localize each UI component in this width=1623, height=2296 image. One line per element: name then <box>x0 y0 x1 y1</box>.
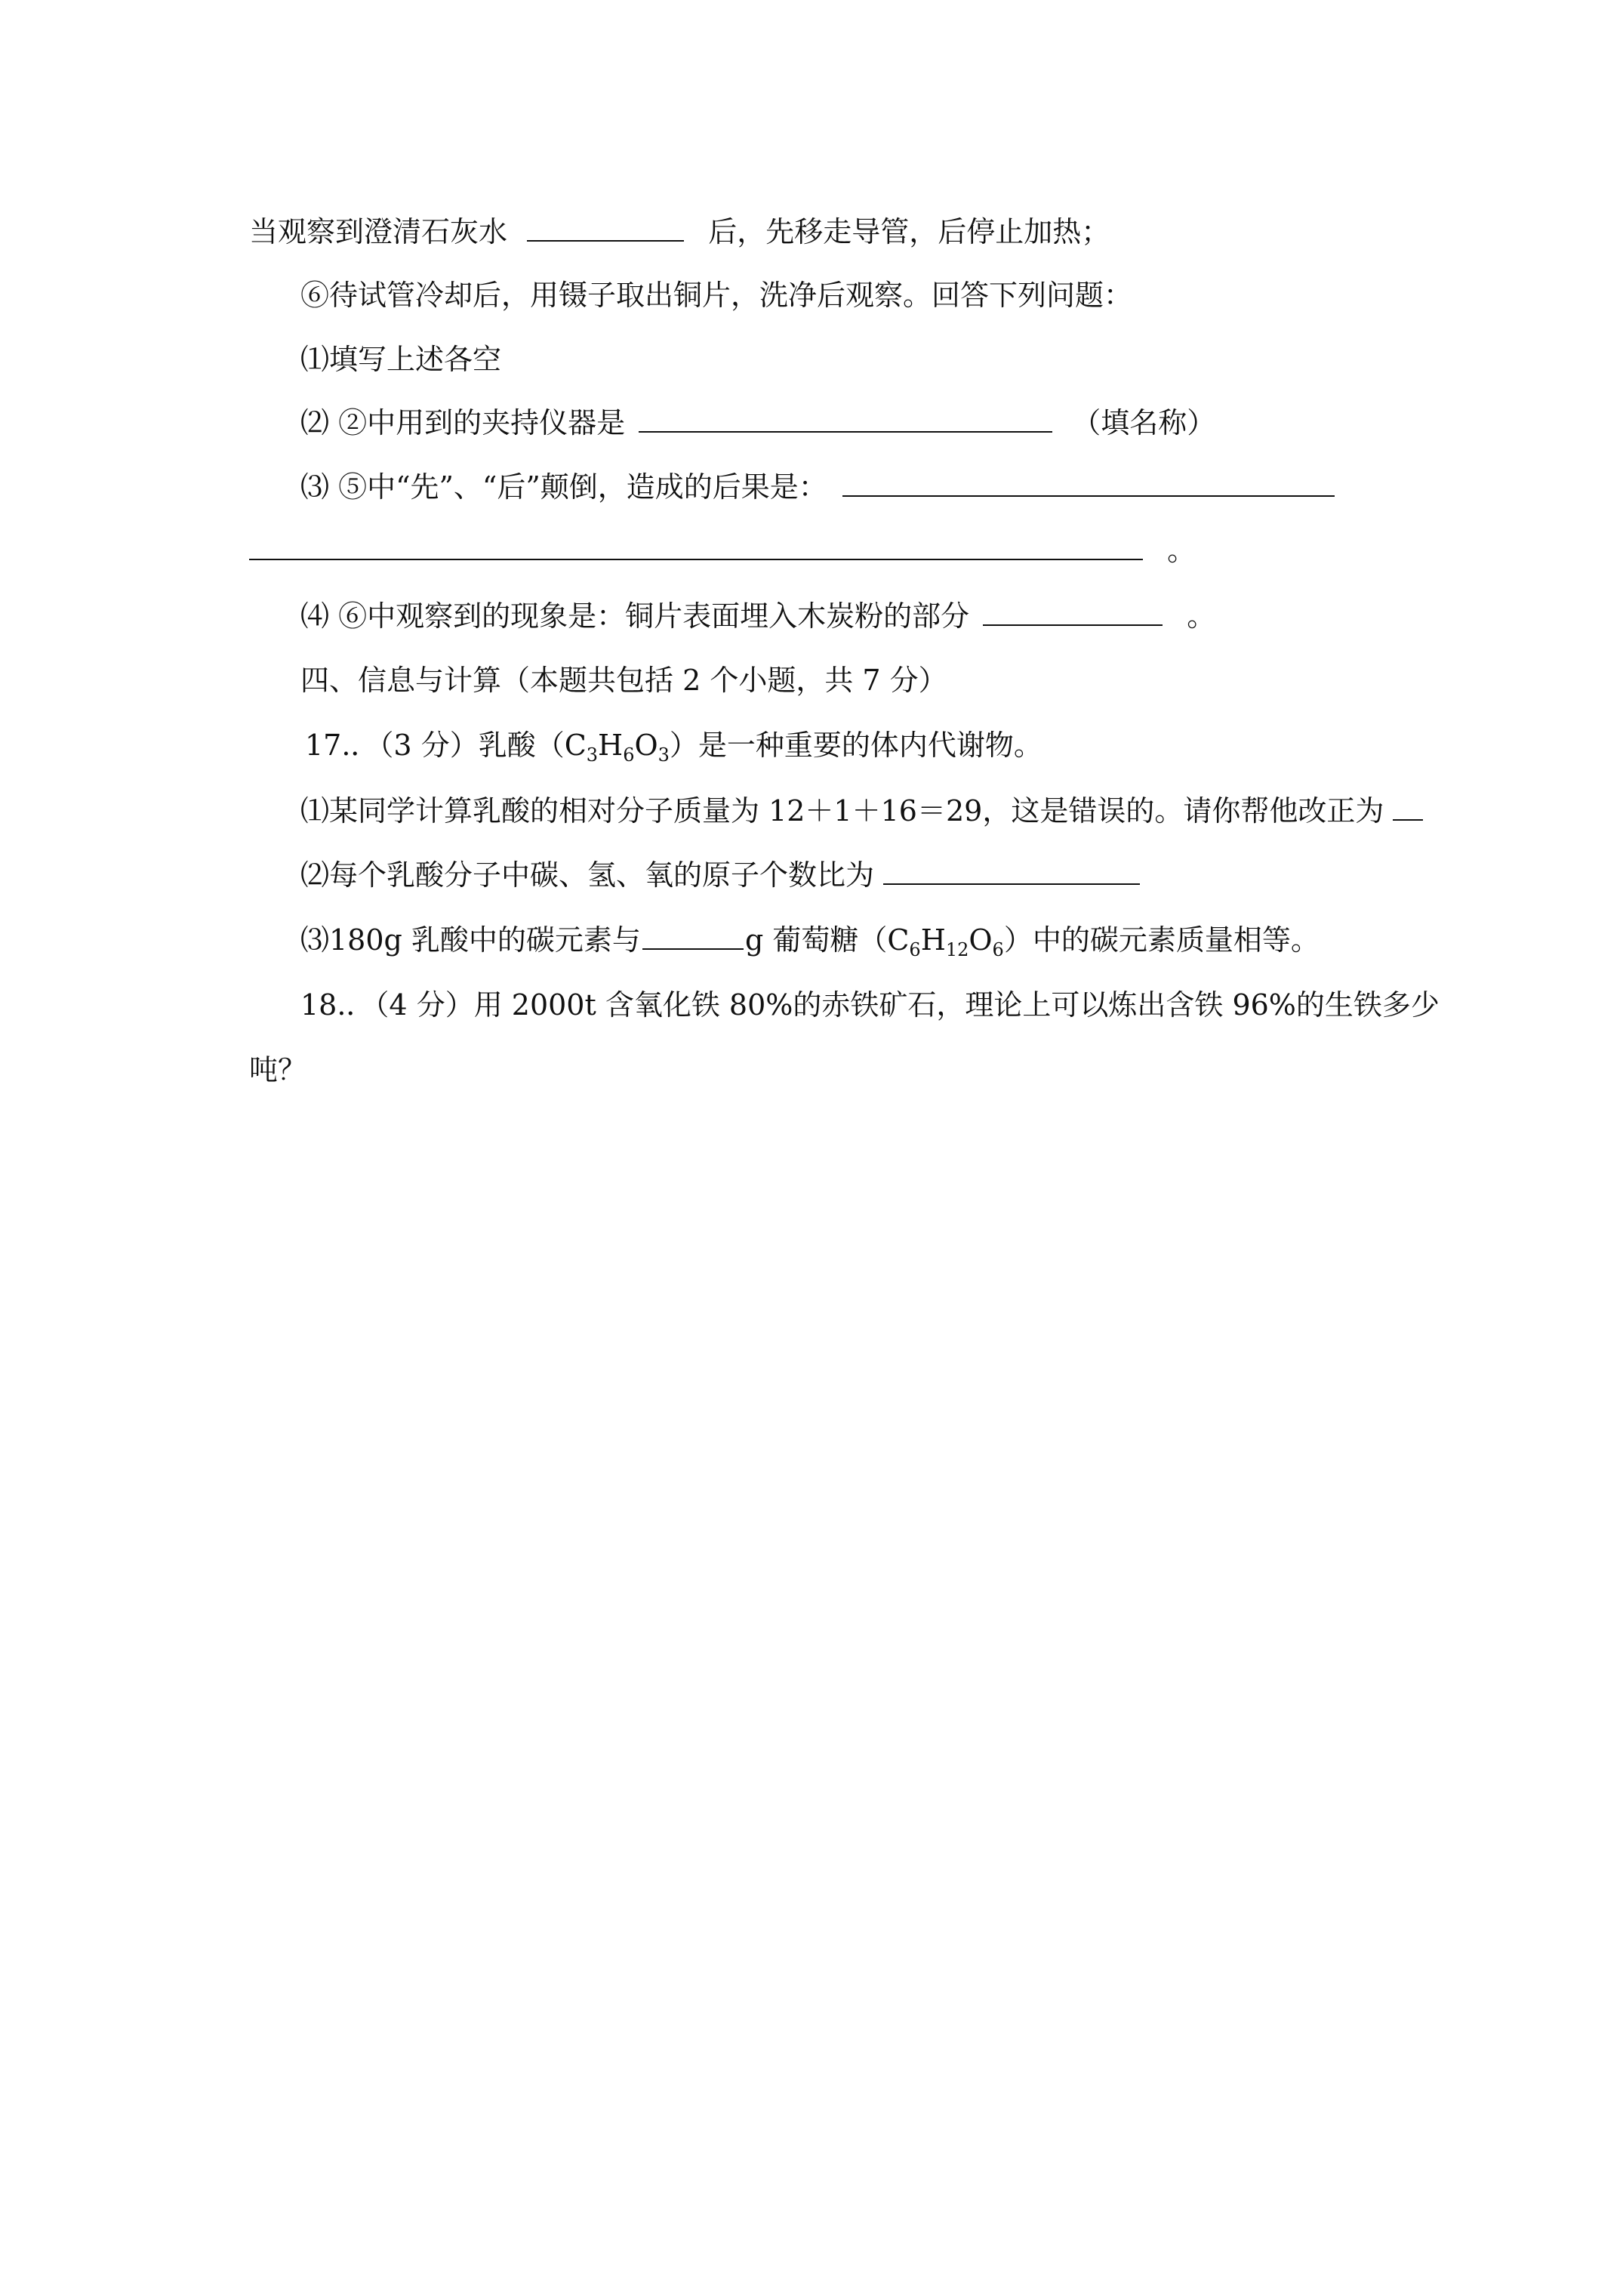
answer-blank-consequence-1[interactable] <box>842 470 1335 497</box>
line-text: 。 <box>1187 599 1216 633</box>
line-text: 。 <box>1167 534 1196 567</box>
question-18 <box>300 986 1440 1024</box>
question-3 <box>300 468 1335 506</box>
line-text: 后，先移走导管，后停止加热； <box>708 215 1110 248</box>
subscript: 6 <box>623 744 635 766</box>
subscript: 6 <box>909 939 921 960</box>
line-text: 18.．（4 分）用 2000t 含氧化铁 80%的赤铁矿石，理论上可以炼出含铁 96%的生铁多少 <box>300 988 1440 1022</box>
line-text: 当观察到澄清石灰水 <box>249 215 508 248</box>
question-17-1 <box>300 792 1423 830</box>
line-text: ⑴某同学计算乳酸的相对分子质量为 12＋1＋16＝29，这是错误的。请你帮他改正为 <box>300 794 1384 827</box>
line-text: g 葡萄糖（C <box>744 923 910 957</box>
line-text: H <box>598 729 624 762</box>
subscript: 12 <box>945 939 969 960</box>
line-text: H <box>920 923 946 957</box>
line-text: O <box>634 729 658 762</box>
section-4-heading <box>300 661 947 699</box>
line-text: O <box>969 923 993 957</box>
answer-blank-copper-surface[interactable] <box>983 599 1163 626</box>
answer-blank-clamp-instrument[interactable] <box>639 405 1052 433</box>
answer-blank-glucose-mass[interactable] <box>642 923 744 950</box>
line-limewater-observation <box>249 213 1110 251</box>
line-text: ）中的碳元素质量相等。 <box>1003 923 1320 957</box>
line-text: ）是一种重要的体内代谢物。 <box>669 729 1042 762</box>
line-text: 吨？ <box>249 1053 307 1086</box>
line-text: 17.．（3 分）乳酸（C <box>305 729 587 762</box>
subscript: 3 <box>658 744 670 766</box>
line-text: ⑷ ⑥中观察到的现象是：铜片表面埋入木炭粉的部分 <box>300 599 970 633</box>
line-text: ⑴填写上述各空 <box>300 343 502 376</box>
question-3-continued <box>249 532 1196 569</box>
question-17-intro <box>305 726 1042 774</box>
subscript: 6 <box>992 939 1004 960</box>
answer-blank-molecular-mass[interactable] <box>1393 794 1423 821</box>
line-text: ⑵ ②中用到的夹持仪器是 <box>300 406 626 439</box>
question-18-continued <box>249 1051 306 1089</box>
subscript: 3 <box>586 744 599 766</box>
line-text: ⑥待试管冷却后，用镊子取出铜片，洗净后观察。回答下列问题： <box>300 279 1133 312</box>
line-text: 四、信息与计算（本题共包括 2 个小题，共 7 分） <box>300 664 947 697</box>
question-17-3 <box>300 921 1320 969</box>
question-4 <box>300 597 1215 635</box>
question-17-2 <box>300 856 1140 894</box>
answer-blank-limewater[interactable] <box>527 214 684 242</box>
line-text: ⑶ ⑤中“先”、“后”颠倒，造成的后果是： <box>300 470 827 504</box>
line-text: （填名称） <box>1072 406 1216 439</box>
line-text: ⑵每个乳酸分子中碳、氢、氧的原子个数比为 <box>300 858 875 892</box>
line-text: ⑶180g 乳酸中的碳元素与 <box>300 923 641 957</box>
step-6-instruction <box>300 276 1132 314</box>
question-1 <box>300 341 501 378</box>
question-2 <box>300 404 1215 442</box>
answer-blank-atom-ratio[interactable] <box>883 858 1140 885</box>
answer-blank-consequence-2[interactable] <box>249 533 1143 560</box>
